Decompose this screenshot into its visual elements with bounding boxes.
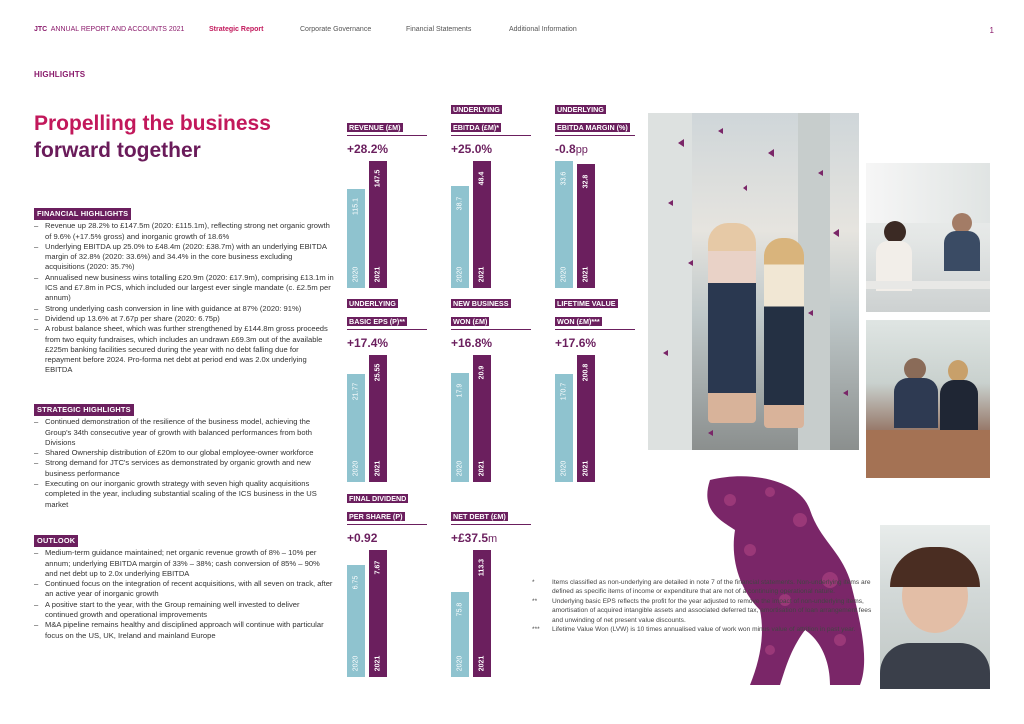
kpi-tile xyxy=(347,494,427,672)
bar-2021 xyxy=(369,161,387,288)
bar-value-label: 20.9 xyxy=(478,365,486,380)
bar-year-label: 2021 xyxy=(374,460,382,477)
kpi-tile xyxy=(555,299,635,477)
bar-year-label: 2021 xyxy=(374,655,382,672)
financial-highlights-list xyxy=(34,221,334,375)
nav-additional-information[interactable]: Additional Information xyxy=(509,26,577,33)
bar-value-label: 200.8 xyxy=(582,363,590,382)
butterflies-decoration xyxy=(648,113,859,450)
bar-value-label: 6.75 xyxy=(352,575,360,590)
photo-office-meeting xyxy=(866,163,990,312)
kpi-divider xyxy=(347,329,427,330)
strategic-highlights-heading: STRATEGIC HIGHLIGHTS xyxy=(34,404,134,416)
list-item: – Strong demand for JTC's services as demonstrated by organic growth and new business performance xyxy=(34,458,334,479)
photo-smiling-woman xyxy=(880,525,990,689)
bar-value-label: 115.1 xyxy=(352,198,360,215)
footnote: *** Lifetime Value Won (LVW) is 10 times annualised value of work won minus value of attrition in past year. xyxy=(532,626,856,634)
bar-value-label: 17.9 xyxy=(456,383,464,398)
bar-2020 xyxy=(555,161,573,288)
bar-year-label: 2021 xyxy=(582,460,590,477)
bar-2021 xyxy=(473,161,491,288)
kpi-divider xyxy=(555,329,635,330)
kpi-label-line: LIFETIME VALUE xyxy=(557,299,616,308)
kpi-bar-chart xyxy=(347,355,397,482)
list-item: – Continued focus on the integration of recent acquisitions, with all seven on track, after an active year of inorganic growth xyxy=(34,579,334,600)
section-label: HIGHLIGHTS xyxy=(34,70,86,79)
kpi-label-line: PER SHARE (P) xyxy=(349,512,403,521)
bar-value-label: 75.8 xyxy=(456,602,464,617)
kpi-bar-chart xyxy=(347,161,397,288)
kpi-bar-chart xyxy=(347,550,397,677)
financial-highlights-heading: FINANCIAL HIGHLIGHTS xyxy=(34,208,131,220)
kpi-change-value xyxy=(555,142,588,156)
bar-2021 xyxy=(473,550,491,677)
bar-2021 xyxy=(577,355,595,482)
bar-2020 xyxy=(555,374,573,482)
page-number: 1 xyxy=(989,26,994,35)
list-item: – Continued demonstration of the resilience of the business model, achieving the Group's 34th consecutive year of growth with balanced performances from both Divisions xyxy=(34,417,334,448)
bar-year-label: 2020 xyxy=(352,655,360,672)
kpi-bar-chart xyxy=(555,355,605,482)
kpi-tile xyxy=(451,299,531,477)
kpi-label-line: UNDERLYING xyxy=(557,105,604,114)
kpi-label-line: FINAL DIVIDEND xyxy=(349,494,407,503)
kpi-change-suffix: pp xyxy=(575,144,588,156)
bar-value-label: 32.8 xyxy=(582,174,590,189)
kpi-change-number: +£37.5 xyxy=(451,531,489,545)
kpi-change-value xyxy=(555,336,596,350)
photo-two-women-walking xyxy=(648,113,859,450)
bar-2021 xyxy=(369,550,387,677)
bar-year-label: 2021 xyxy=(478,460,486,477)
kpi-change-number: +25.0% xyxy=(451,142,493,156)
kpi-label-line: BASIC EPS (P)** xyxy=(349,317,405,326)
list-item: – A robust balance sheet, which was further strengthened by £144.8m gross proceeds from two equity fundraises, which includes an undrawn £69.3m out of the available £225m banking facilities secured during the year with no debt falling due for repayment before 2024. Pro-forma net debt at period end was 2.0x underlying EBITDA xyxy=(34,324,334,375)
nav-strategic-report[interactable]: Strategic Report xyxy=(209,26,264,33)
kpi-label-line: REVENUE (£M) xyxy=(349,123,401,132)
list-item: – Executing on our inorganic growth strategy with seven high quality acquisitions completed in the year, including substantial scaling of the ICS business in the US market xyxy=(34,479,334,510)
kpi-divider xyxy=(451,329,531,330)
kpi-change-value xyxy=(347,142,388,156)
title-line-1: Propelling the business xyxy=(34,112,271,135)
bar-value-label: 38.7 xyxy=(456,196,464,211)
bar-2020 xyxy=(347,565,365,677)
footnote: * Items classified as non-underlying are detailed in note 7 of the financial statements. Non-underlying items are defined as specific items of income or expenditure that are not of a continuing operational nature. xyxy=(532,579,871,596)
kpi-label-line: WON (£M)*** xyxy=(557,317,600,326)
kpi-change-number: -0.8 xyxy=(555,142,576,156)
kpi-change-value xyxy=(451,142,492,156)
report-brand xyxy=(34,26,184,33)
kpi-label-line: EBITDA (£M)* xyxy=(453,123,500,132)
bar-year-label: 2021 xyxy=(582,266,590,283)
list-item: – Underlying EBITDA up 25.0% to £48.4m (2020: £38.7m) with an underlying EBITDA margin of 32.8% (2020: 33.6%) and 34.4% in the core business excluding acquisitions (2020: 35.7%) xyxy=(34,242,334,273)
kpi-divider xyxy=(347,524,427,525)
bar-year-label: 2020 xyxy=(456,460,464,477)
bar-year-label: 2020 xyxy=(352,460,360,477)
outlook-list xyxy=(34,548,334,641)
kpi-change-number: +16.8% xyxy=(451,336,493,350)
kpi-label xyxy=(347,299,427,329)
bar-value-label: 25.55 xyxy=(374,363,382,382)
kpi-label xyxy=(451,299,531,329)
outlook-heading: OUTLOOK xyxy=(34,535,78,547)
kpi-change-number: +0.92 xyxy=(347,531,378,545)
kpi-label xyxy=(347,494,427,524)
kpi-change-value xyxy=(347,531,377,545)
footnote: ** Underlying basic EPS reflects the profit for the year adjusted to remove the impact of non-underlying items, amortisation of acquired intangible assets and associated deferred tax, amortisation of loan arrangement fees and unwinding of net present value discounts. xyxy=(532,597,872,624)
kpi-change-value xyxy=(451,531,497,545)
kpi-change-number: +17.6% xyxy=(555,336,597,350)
bar-2021 xyxy=(577,164,595,288)
bar-year-label: 2020 xyxy=(560,460,568,477)
top-navigation xyxy=(34,26,994,38)
kpi-label-line: UNDERLYING xyxy=(349,299,396,308)
kpi-label-line: EBITDA MARGIN (%) xyxy=(557,123,628,132)
kpi-divider xyxy=(347,135,427,136)
page-title xyxy=(34,110,324,164)
kpi-tile xyxy=(347,299,427,477)
bar-year-label: 2020 xyxy=(456,655,464,672)
kpi-change-number: +17.4% xyxy=(347,336,389,350)
strategic-highlights-list xyxy=(34,417,334,510)
financial-highlights xyxy=(34,208,334,376)
bar-2021 xyxy=(369,355,387,482)
bar-year-label: 2021 xyxy=(374,266,382,283)
kpi-divider xyxy=(555,135,635,136)
kpi-tile xyxy=(347,113,427,283)
bar-2020 xyxy=(451,592,469,677)
bar-value-label: 170.7 xyxy=(560,382,568,401)
kpi-bar-chart xyxy=(555,161,605,288)
list-item: – Revenue up 28.2% to £147.5m (2020: £115.1m), reflecting strong net organic growth of 9.6% (+17.5% gross) and inorganic growth of 18.6% xyxy=(34,221,334,242)
kpi-bar-chart xyxy=(451,161,501,288)
brand-logo-text: JTC xyxy=(34,26,48,33)
report-title: ANNUAL REPORT AND ACCOUNTS 2021 xyxy=(50,26,185,33)
bar-2020 xyxy=(451,186,469,288)
photo-colleagues-on-sofa xyxy=(866,320,990,478)
kpi-label-line: WON (£M) xyxy=(453,317,488,326)
kpi-tile xyxy=(451,502,531,672)
footnotes xyxy=(532,578,882,634)
kpi-change-value xyxy=(451,336,492,350)
bar-year-label: 2020 xyxy=(456,266,464,283)
kpi-bar-chart xyxy=(451,355,501,482)
bar-value-label: 48.4 xyxy=(478,171,486,186)
kpi-change-suffix: m xyxy=(488,533,498,545)
kpi-label-line: UNDERLYING xyxy=(453,105,500,114)
list-item: – Annualised new business wins totalling £20.9m (2020: £17.9m), comprising £13.1m in ICS and £7.8m in PCS, which included our largest ever single mandate (c. £2.5m per annum) xyxy=(34,273,334,304)
bar-year-label: 2020 xyxy=(352,266,360,283)
kpi-label xyxy=(451,105,531,135)
list-item: – M&A pipeline remains healthy and disciplined approach will continue with particular focus on the US, UK, Ireland and mainland Europe xyxy=(34,620,334,641)
bar-year-label: 2021 xyxy=(478,266,486,283)
kpi-tile xyxy=(555,105,635,283)
bar-2021 xyxy=(473,355,491,482)
kpi-tile xyxy=(451,105,531,283)
bar-2020 xyxy=(451,373,469,482)
list-item: – Shared Ownership distribution of £20m to our global employee-owner workforce xyxy=(34,448,334,458)
list-item: – A positive start to the year, with the Group remaining well invested to deliver continued growth and operational improvements xyxy=(34,600,334,621)
bar-value-label: 113.3 xyxy=(478,558,486,577)
kpi-label xyxy=(347,113,427,135)
bar-value-label: 21.77 xyxy=(352,382,360,401)
kpi-change-number: +28.2% xyxy=(347,142,389,156)
kpi-divider xyxy=(451,135,531,136)
kpi-label-line: NEW BUSINESS xyxy=(453,299,509,308)
nav-financial-statements[interactable]: Financial Statements xyxy=(406,26,472,33)
kpi-label-line: NET DEBT (£M) xyxy=(453,512,506,521)
title-line-2: forward together xyxy=(34,139,201,162)
bar-value-label: 7.67 xyxy=(374,560,382,575)
bar-value-label: 147.5 xyxy=(374,169,382,188)
list-item: – Medium-term guidance maintained; net organic revenue growth of 8% – 10% per annum; underlying EBITDA margin of 33% – 38%; cash conversion of 85% – 90% and net debt up to 2.0x underlying EBITDA xyxy=(34,548,334,579)
kpi-label xyxy=(451,502,531,524)
strategic-highlights xyxy=(34,404,334,510)
bar-value-label: 33.6 xyxy=(560,171,568,186)
nav-corporate-governance[interactable]: Corporate Governance xyxy=(300,26,372,33)
bar-year-label: 2021 xyxy=(478,655,486,672)
bar-2020 xyxy=(347,189,365,288)
bar-year-label: 2020 xyxy=(560,266,568,283)
outlook xyxy=(34,535,334,641)
list-item: – Strong underlying cash conversion in line with guidance at 87% (2020: 91%) xyxy=(34,304,334,314)
kpi-divider xyxy=(451,524,531,525)
bar-2020 xyxy=(347,374,365,482)
list-item: – Dividend up 13.6% at 7.67p per share (2020: 6.75p) xyxy=(34,314,334,324)
kpi-label xyxy=(555,299,635,329)
kpi-label xyxy=(555,105,635,135)
kpi-change-value xyxy=(347,336,388,350)
kpi-bar-chart xyxy=(451,550,501,677)
